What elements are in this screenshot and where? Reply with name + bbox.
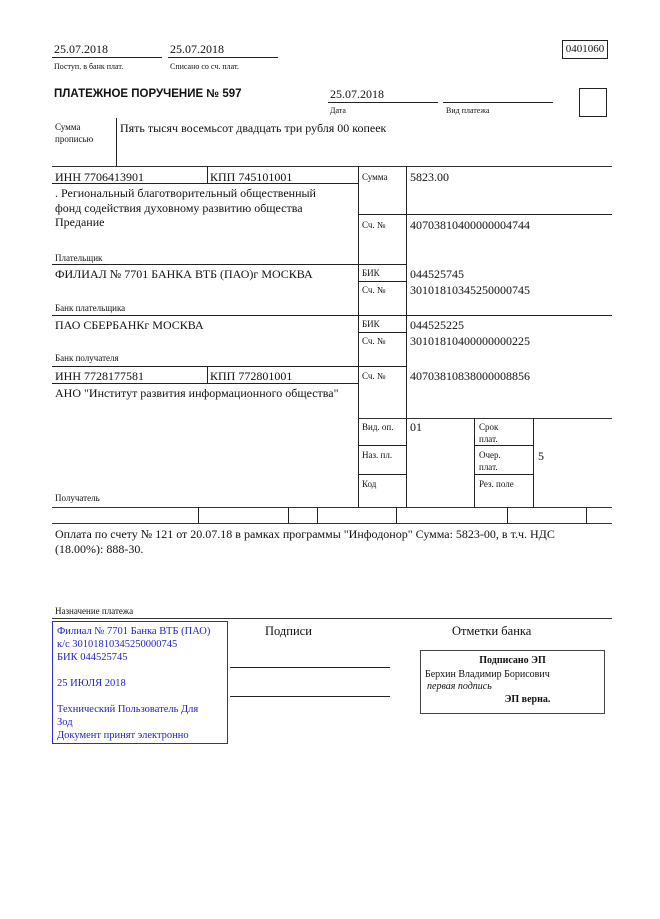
page-title: ПЛАТЕЖНОЕ ПОРУЧЕНИЕ № 597 [54, 88, 242, 100]
payer-account: 40703810400000004744 [410, 218, 530, 232]
signatures-label: Подписи [265, 624, 312, 638]
payee-bank-bik-label: БИК [362, 319, 380, 329]
payee-inn: ИНН 7728177581 [55, 369, 144, 383]
form-code: 0401060 [562, 40, 608, 59]
received-label: Поступ. в банк плат. [54, 62, 124, 71]
purpose-line-2: (18.00%): 888-30. [55, 542, 144, 556]
payer-bank-bik-label: БИК [362, 268, 380, 278]
order-date: 25.07.2018 [330, 87, 384, 101]
payer-kpp: КПП 745101001 [210, 170, 293, 184]
op-type-label: Вид. оп. [362, 422, 394, 432]
priority-label-1: Очер. [479, 450, 501, 460]
payee-account: 40703810838000008856 [410, 369, 530, 383]
payer-bank-account-label: Сч. № [362, 285, 386, 295]
payer-bank-bik: 044525745 [410, 267, 464, 281]
payee-bank-account-label: Сч. № [362, 336, 386, 346]
priority-label-2: плат. [479, 462, 498, 472]
payer-bank-name: ФИЛИАЛ № 7701 БАНКА ВТБ (ПАО)г МОСКВА [55, 267, 313, 281]
payer-name-1: . Региональный благотворительный общественный [55, 186, 316, 200]
stamp-line-8: Зод [57, 717, 73, 728]
stamp-line-3: БИК 044525745 [57, 652, 128, 663]
e-signature-signer: Берхин Владимир Борисович [425, 668, 550, 680]
term-label-1: Срок [479, 422, 499, 432]
priority-value: 5 [538, 449, 544, 463]
purpose-code-label: Наз. пл. [362, 450, 393, 460]
e-signature-title: Подписано ЭП [479, 655, 546, 666]
payer-bank-account: 30101810345250000745 [410, 283, 530, 297]
debited-date: 25.07.2018 [170, 42, 224, 56]
payment-type-box [579, 88, 607, 117]
stamp-line-1: Филиал № 7701 Банка ВТБ (ПАО) [57, 626, 211, 637]
stamp-date: 25 ИЮЛЯ 2018 [57, 678, 126, 689]
payee-account-label: Сч. № [362, 371, 386, 381]
op-type-value: 01 [410, 420, 422, 434]
payee-kpp: КПП 772801001 [210, 369, 293, 383]
sum-label: Сумма [362, 172, 388, 182]
order-date-label: Дата [330, 106, 346, 115]
payer-name-2: фонд содействия духовному развитию общества [55, 201, 303, 215]
amount-words-label-1: Сумма [55, 122, 81, 132]
payer-bank-label: Банк плательщика [55, 303, 126, 313]
term-label-2: плат. [479, 434, 498, 444]
payee-bank-account: 30101810400000000225 [410, 334, 530, 348]
e-signature-box [420, 650, 605, 714]
purpose-line-1: Оплата по счету № 121 от 20.07.18 в рамках программы "Инфодонор" Сумма: 5823-00, в т.ч. НДС [55, 527, 555, 541]
amount-words-value: Пять тысяч восемьсот двадцать три рубля 00 копеек [120, 121, 387, 135]
payee-label: Получатель [55, 493, 100, 503]
amount-words-label-2: прописью [55, 134, 94, 144]
received-date: 25.07.2018 [54, 42, 108, 56]
stamp-line-9: Документ принят электронно [57, 730, 189, 741]
payment-type-label: Вид платежа [446, 106, 490, 115]
payer-account-label: Сч. № [362, 220, 386, 230]
payer-inn: ИНН 7706413901 [55, 170, 144, 184]
payee-name: АНО "Институт развития информационного общества" [55, 386, 339, 400]
payer-label: Плательщик [55, 253, 103, 263]
bank-marks-label: Отметки банка [452, 624, 532, 638]
payee-bank-label: Банк получателя [55, 353, 119, 363]
e-signature-status: ЭП верна. [504, 693, 551, 705]
purpose-label: Назначение платежа [55, 606, 134, 616]
stamp-line-7: Технический Пользователь Для [57, 704, 199, 715]
reserve-label: Рез. поле [479, 479, 514, 489]
e-signature-role: первая подпись [427, 681, 492, 692]
bank-stamp [52, 621, 228, 744]
sum-value: 5823.00 [410, 170, 449, 184]
code-label: Код [362, 479, 377, 489]
debited-label: Списано со сч. плат. [170, 62, 239, 71]
payee-bank-name: ПАО СБЕРБАНКг МОСКВА [55, 318, 204, 332]
payee-bank-bik: 044525225 [410, 318, 464, 332]
stamp-line-2: к/с 30101810345250000745 [57, 639, 178, 650]
payer-name-3: Предание [55, 215, 105, 229]
